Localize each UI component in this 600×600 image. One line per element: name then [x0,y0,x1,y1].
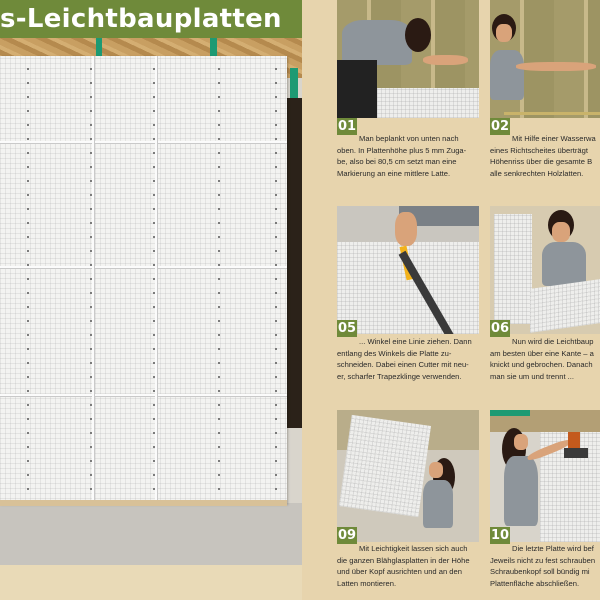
floor-rail [0,500,287,506]
step-05-caption: ... Winkel eine Linie ziehen. Dann entlang des Winkels die Platte zu- schneiden. Dabei einen Cutter mit neu- er, scharfer Trapezklinge verwenden. [337,337,472,381]
board-seam [92,56,94,504]
person-hair [405,18,431,52]
person-face [514,434,528,450]
person-pants [337,60,377,118]
screw-row [153,62,155,498]
screw-row [275,62,277,498]
step-01-caption: Man beplankt von unten nach oben. In Plattenhöhe plus 5 mm Zuga- be, also bei 80,5 cm setzt man eine Markierung an eine mittlere Latte. [337,134,467,178]
person-face [496,24,512,42]
main-photo-panels [0,38,302,565]
step-number-05: 05 [337,321,357,336]
screw-row [27,62,29,498]
page-title: s-Leichtbauplatten [0,4,282,34]
step-number-09: 09 [337,528,357,543]
screw-row [90,62,92,498]
board-seam [0,141,287,143]
screw-row [218,62,220,498]
floor [0,503,302,565]
person-arm [423,55,468,65]
lightweight-board [0,56,287,504]
step-09-photo [337,410,479,542]
board-seam [155,56,157,504]
person-shirt [542,242,586,286]
board-seam [0,394,287,396]
step-02-caption: Mit Hilfe einer Wasserwa eines Richtscheites überträgt Höhenriss über die gesamte B alle senkrechten Holzlatten. [490,134,596,178]
person-shirt [342,20,412,65]
person-shirt [423,480,453,528]
strap [490,410,530,416]
person-hand [395,212,417,246]
step-05-photo [337,206,479,334]
person-arm [516,62,596,71]
step-number-06: 06 [490,321,510,336]
step-number-10: 10 [490,528,510,543]
step-06-caption: Nun wird die Leichtbaup am besten über eine Kante – a knickt und gebrochen. Danach man sie um und trennt ... [490,337,594,381]
board [530,279,600,333]
step-06-photo [490,206,600,334]
step-number-01: 01 [337,119,357,134]
level-tool [504,112,600,115]
title-bar [0,0,302,38]
step-09-caption: Mit Leichtigkeit lassen sich auch die ganzen Blähglasplatten in der Höhe und über Kopf ausrichten und an den Latten montieren. [337,544,470,588]
step-number-02: 02 [490,119,510,134]
person-face [429,462,443,478]
drill-body [564,448,588,458]
board [339,415,431,517]
board-seam [0,266,287,268]
step-01-photo [337,0,479,118]
step-10-caption: Die letzte Platte wird bef Jeweils nicht zu fest schrauben Schraubenkopf soll bündig mi Plattenfläche abschließen. [490,544,596,588]
right-page [302,0,600,600]
board [494,214,532,324]
dark-post [286,98,302,428]
person-shirt [504,456,538,526]
person-shirt [490,50,524,100]
step-10-photo [490,410,600,542]
person-face [552,222,570,242]
strap [210,38,217,58]
step-02-photo [490,0,600,118]
